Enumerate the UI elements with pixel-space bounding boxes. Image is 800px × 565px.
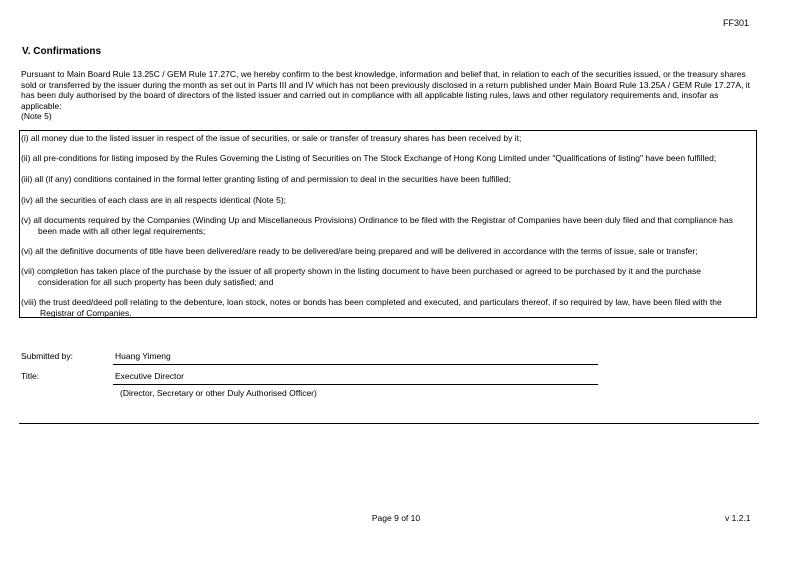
submitted-by-label: Submitted by:	[21, 351, 73, 361]
confirmation-text: (viii) the trust deed/deed poll relating to the debenture, loan stock, notes or bonds has been completed and executed, and particulars thereof, if so required by law, have been filed with the	[21, 297, 722, 307]
form-code: FF301	[723, 18, 750, 28]
confirmation-text: (ii) all pre-conditions for listing imposed by the Rules Governing the Listing of Securities on The Stock Exchange of Hong Kong Limited under "Qualifications of listing" have been fulfilled;	[21, 153, 717, 163]
section-divider	[19, 423, 759, 424]
confirmation-item	[21, 297, 751, 318]
confirmations-box	[19, 130, 757, 318]
confirmation-item	[21, 153, 751, 164]
confirmation-text: (iv) all the securities of each class are in all respects identical (Note 5);	[21, 195, 287, 205]
submitted-by-line	[113, 364, 598, 365]
intro-paragraph	[21, 69, 761, 122]
confirmation-text: (iii) all (if any) conditions contained in the formal letter granting listing of and permission to deal in the securities have been fulfilled;	[21, 174, 511, 184]
confirmation-item	[21, 266, 751, 287]
confirmation-text: (vii) completion has taken place of the purchase by the issuer of all property shown in the listing document to have been purchased or agreed to be purchased by it and the purchase	[21, 266, 701, 276]
title-label: Title:	[21, 371, 40, 381]
page-number: Page 9 of 10	[371, 513, 421, 523]
submitted-by-value: Huang Yimeng	[115, 351, 171, 361]
version-label: v 1.2.1	[725, 513, 751, 523]
confirmation-text: (vi) all the definitive documents of title have been delivered/are ready to be delivered/are being prepared and will be delivered in accordance with the terms of issue, sale or transfer;	[21, 246, 698, 256]
confirmation-item	[21, 246, 751, 257]
confirmation-text: (v) all documents required by the Companies (Winding Up and Miscellaneous Provisions) Ordinance to be filed with the Registrar of Companies have been duly filed and that compliance has	[21, 215, 734, 225]
title-line	[113, 384, 598, 385]
confirmation-text-continued: been made with all other legal requirements;	[38, 225, 206, 236]
section-title: V. Confirmations	[22, 46, 102, 57]
confirmation-item	[21, 133, 751, 144]
confirmation-text: (i) all money due to the listed issuer in respect of the issue of securities, or sale or transfer of treasury shares has been received by it;	[21, 133, 522, 143]
intro-note: (Note 5)	[21, 111, 52, 121]
intro-text: Pursuant to Main Board Rule 13.25C / GEM Rule 17.27C, we hereby confirm to the best knowledge, information and belief that, in relation to each of the securities issued, or the treasury shares sold or transferred by the issuer during the month as set out in Parts III and IV which has not been previously disclosed in a return published under Main Board Rule 13.25A / GEM Rule 17.27A, it has been duly authorised by the board of directors of the listed issuer and carried out in compliance with all applicable listing rules, laws and other regulatory requirements and, insofar as applicable:	[21, 69, 751, 111]
confirmation-item	[21, 215, 751, 236]
confirmation-item	[21, 174, 751, 185]
confirmation-item	[21, 195, 751, 206]
confirmation-text-continued: consideration for all such property has been duly satisfied; and	[38, 276, 274, 287]
title-note: (Director, Secretary or other Duly Authorised Officer)	[120, 388, 317, 398]
title-value: Executive Director	[115, 371, 184, 381]
confirmation-text-continued: Registrar of Companies.	[40, 307, 132, 318]
